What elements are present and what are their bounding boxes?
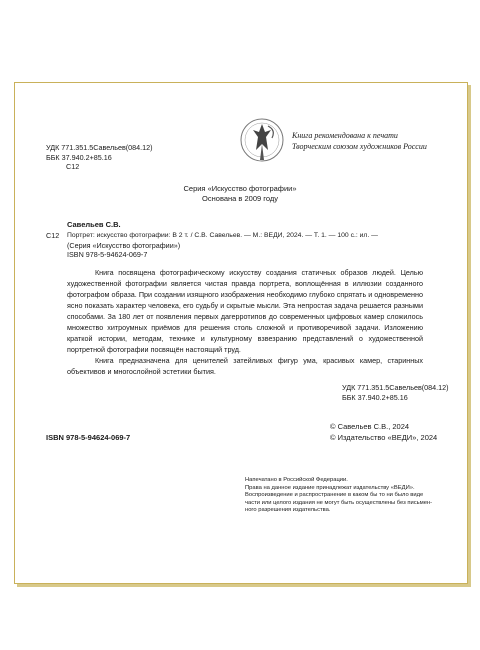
series-block xyxy=(0,184,480,204)
recommendation-line-2: Творческим союзом художников России xyxy=(292,142,427,151)
record-isbn: ISBN 978-5-94624-069-7 xyxy=(67,250,148,259)
series-title: Серия «Искусство фотографии» xyxy=(183,184,297,193)
recommendation-note xyxy=(292,130,427,152)
udk-code: УДК 771.351.5Савельев(084.12) xyxy=(46,143,153,152)
author-code: С12 xyxy=(66,162,80,171)
bottom-bbk: ББК 37.940.2+85.16 xyxy=(342,392,408,402)
bbk-code: ББК 37.940.2+85.16 xyxy=(46,152,112,162)
abstract-paragraph-2: Книга предназначена для ценителей затейливых фигур ума, красивых камер, старинных объективов и многослойной эстетики бытия. xyxy=(67,356,423,376)
header-classification xyxy=(46,143,153,172)
bibliographic-record xyxy=(46,231,446,260)
copyright-block xyxy=(330,422,437,443)
copyright-publisher: © Издательство «ВЕДИ», 2024 xyxy=(330,432,438,442)
imprint-line-5: ного разрешения издательства. xyxy=(245,507,331,514)
imprint-line-1: Напечатано в Российской Федерации. xyxy=(245,477,348,483)
isbn-main: ISBN 978-5-94624-069-7 xyxy=(46,433,131,442)
author-name: Савельев С.В. xyxy=(67,220,121,229)
copyright-author: © Савельев С.В., 2024 xyxy=(330,422,410,431)
record-line-1: Портрет: искусство фотографии: В 2 т. / С.В. Савельев. — М.: ВЕДИ, 2024. — Т. 1. — 100 с.: ил. — xyxy=(67,232,378,239)
series-founded: Основана в 2009 году xyxy=(202,194,278,203)
imprint-line-3: Воспроизведение и распространение в каком бы то ни было виде xyxy=(245,492,424,499)
imprint-line-4: части или целого издания не могут быть осуществлены без письмен- xyxy=(245,499,433,506)
record-code: С12 xyxy=(46,231,60,240)
abstract-paragraph-1: Книга посвящена фотографическому искусству создания статичных образов людей. Целью художественной фотографии является чистая правда портрета, воплощённая в иллюзии созданного фотографом образа. При создании изящного изображения необходимо глубоко спрятать и одновременно ясно показать характер человека, его судьбу и скрытые мысли. Эта непростая задача решается разными способами. За 180 лет от появления первых дагерротипов до современных цифровых камер сложилось множество хитроумных приёмов для решения столь сложной и противоречивой задачи. Изложению краткой истории, методам, технике и культурному взвезранию представлений о художественной портретной фотографии посвящён настоящий труд. xyxy=(67,268,423,354)
abstract xyxy=(67,267,423,377)
imprint-line-2: Права на данное издание принадлежат издательству «ВЕДИ». xyxy=(245,484,415,491)
imprint-block xyxy=(245,477,432,515)
bottom-classification xyxy=(342,383,449,402)
union-emblem-icon xyxy=(238,116,286,166)
recommendation-line-1: Книга рекомендована к печати xyxy=(292,131,398,140)
record-line-2: (Серия «Искусство фотографии») xyxy=(67,240,181,250)
bottom-udk: УДК 771.351.5Савельев(084.12) xyxy=(342,383,449,392)
